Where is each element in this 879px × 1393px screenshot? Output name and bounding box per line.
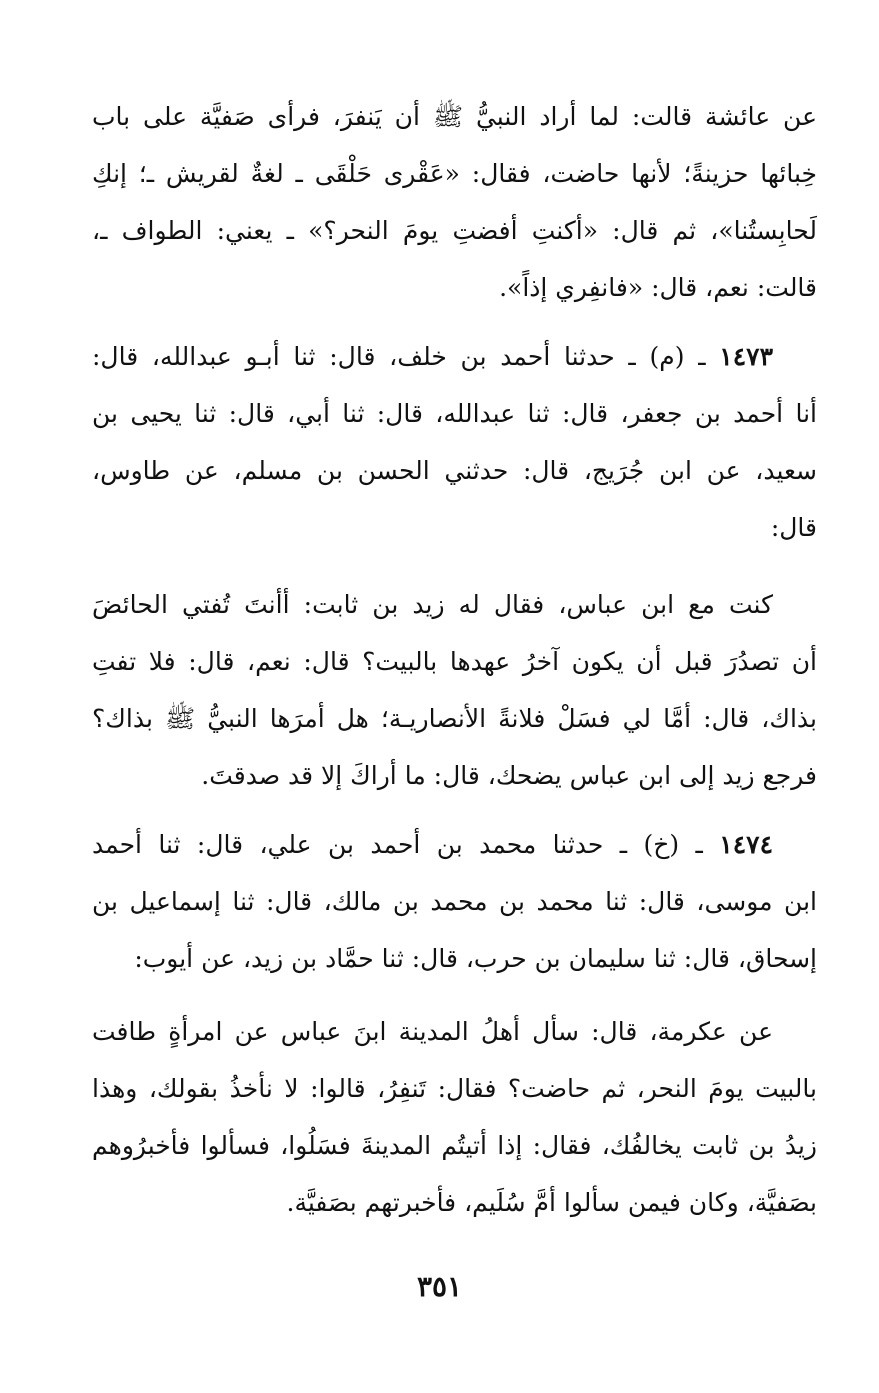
text-line: [92, 328, 817, 385]
text-line: أنا أحمد بن جعفر، قال: ثنا عبدالله، قال: ثنا أبي، قال: ثنا يحيى بن: [92, 399, 817, 428]
text-line: [92, 816, 817, 873]
text-line: إسحاق، قال: ثنا سليمان بن حرب، قال: ثنا حمَّاد بن زيد، عن أيوب:: [134, 944, 817, 973]
text-line: بصَفيَّة، وكان فيمن سألوا أمَّ سُلَيم، فأخبرتهم بصَفيَّة.: [286, 1188, 817, 1217]
text-line: بذاك، قال: أمَّا لي فسَلْ فلانةً الأنصاريـة؛ هل أمرَها النبيُّ ﷺ بذاك؟: [92, 704, 817, 733]
text-line: ابن موسى، قال: ثنا محمد بن محمد بن مالك، قال: ثنا إسماعيل بن: [92, 887, 817, 916]
text-line: زيدُ بن ثابت يخالفُك، فقال: إذا أتيتُم المدينةَ فسَلُوا، فسألوا فأخبرُوهم: [92, 1131, 817, 1160]
text-line: بالبيت يومَ النحر، ثم حاضت؟ فقال: تَنفِرُ، قالوا: لا نأخذُ بقولك، وهذا: [92, 1074, 817, 1103]
text-line-rest: كنت مع ابن عباس، فقال له زيد بن ثابت: أأنتَ تُفتي الحائضَ: [92, 590, 773, 619]
text-line-rest: عن عكرمة، قال: سأل أهلُ المدينة ابنَ عباس عن امرأةٍ طافت: [92, 1017, 773, 1046]
text-line-rest: ـ (خ) ـ حدثنا محمد بن أحمد بن علي، قال: ثنا أحمد: [92, 830, 720, 859]
text-line: أن تصدُرَ قبل أن يكون آخرُ عهدها بالبيت؟ قال: نعم، قال: فلا تفتِ: [92, 647, 817, 676]
hadith-1473-isnad: [92, 328, 817, 556]
text-line: فرجع زيد إلى ابن عباس يضحك، قال: ما أراكَ إلا قد صدقتَ.: [201, 761, 817, 790]
page-number: ٣٥١: [416, 1270, 463, 1303]
text-line: قالت: نعم، قال: «فانفِري إذاً».: [499, 273, 817, 302]
paragraph-aisha-safiyya: [92, 88, 817, 316]
text-line: [92, 576, 817, 633]
hadith-1474-isnad: [92, 816, 817, 987]
text-line-rest: ـ (م) ـ حدثنا أحمد بن خلف، قال: ثنا أبـو عبدالله، قال:: [92, 342, 720, 371]
text-line: عن عائشة قالت: لما أراد النبيُّ ﷺ أن يَنفرَ، فرأى صَفيَّة على باب: [92, 102, 817, 131]
text-line: سعيد، عن ابن جُرَيج، قال: حدثني الحسن بن مسلم، عن طاوس،: [92, 456, 817, 485]
paragraph-ibn-abbas: [92, 576, 817, 804]
hadith-number: ١٤٧٤: [719, 830, 773, 859]
text-line: قال:: [770, 513, 817, 542]
paragraph-ikrima: [92, 1003, 817, 1231]
hadith-number: ١٤٧٣: [719, 342, 773, 371]
text-line: لَحابِستُنا»، ثم قال: «أكنتِ أفضتِ يومَ النحر؟» ـ يعني: الطواف ـ،: [92, 216, 817, 245]
text-line: [92, 1003, 817, 1060]
text-line: خِبائها حزينةً؛ لأنها حاضت، فقال: «عَقْرى حَلْقَى ـ لغةٌ لقريش ـ؛ إنكِ: [92, 159, 817, 188]
